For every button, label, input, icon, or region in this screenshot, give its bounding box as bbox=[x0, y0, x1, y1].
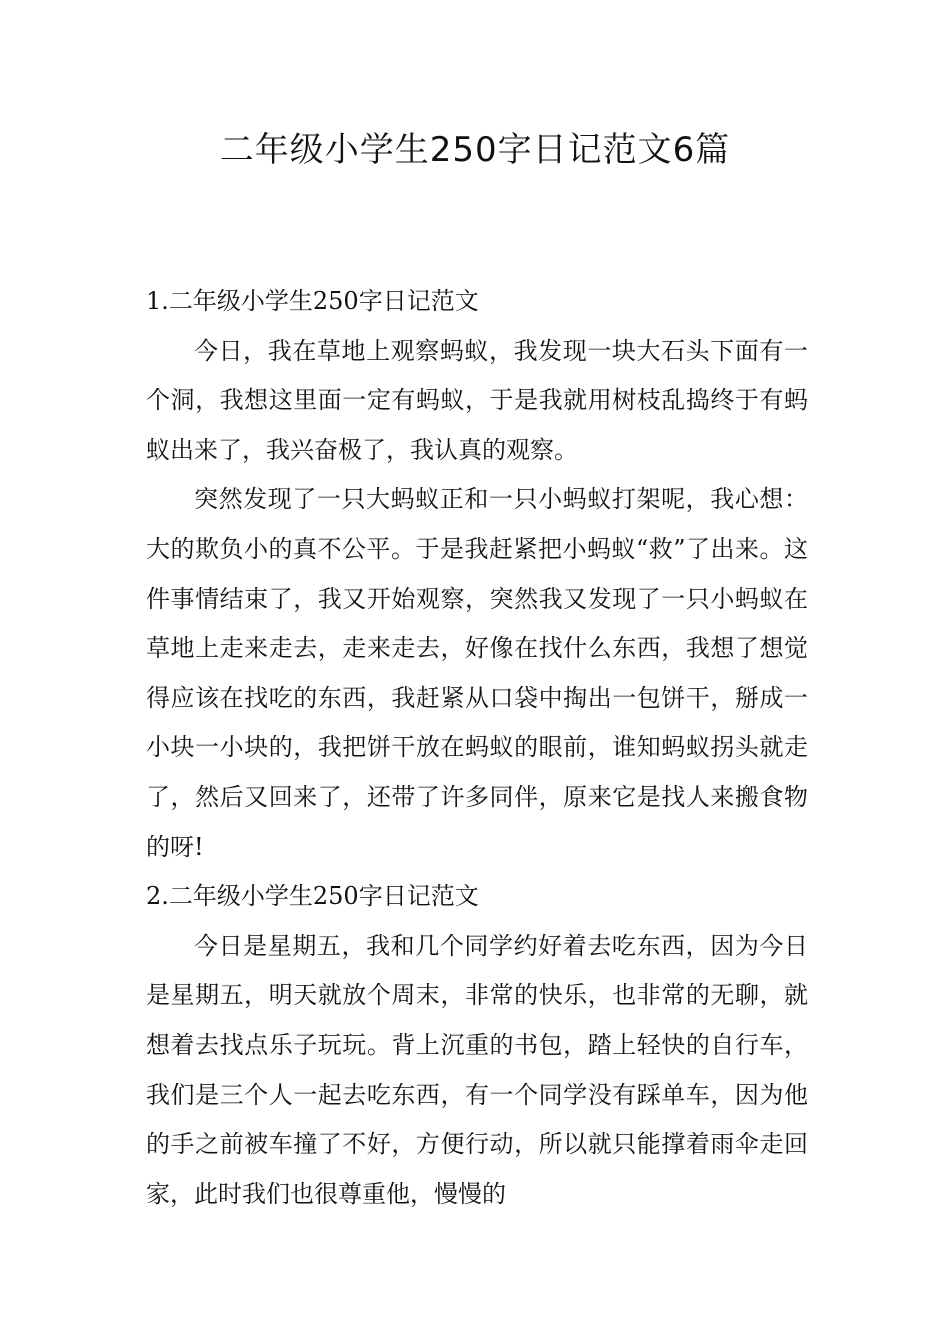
section-heading: 1.二年级小学生250字日记范文 bbox=[146, 287, 479, 315]
document-title: 二年级小学生250字日记范文6篇 bbox=[219, 130, 731, 170]
section-heading: 2.二年级小学生250字日记范文 bbox=[146, 882, 479, 911]
document-body bbox=[146, 277, 808, 1219]
paragraph: 突然发现了一只大蚂蚁正和一只小蚂蚁打架呢，我心想：大的欺负小的真不公平。于是我赶紧把小蚂蚁“救”了出来。这件事情结束了，我又开始观察，突然我又发现了一只小蚂蚁在草地上走来走去，走来走去，好像在找什么东西，我想了想觉得应该在找吃的东西，我赶紧从口袋中掏出一包饼干，掰成一小块一小块的，我把饼干放在蚂蚁的眼前，谁知蚂蚁拐头就走了，然后又回来了，还带了许多同伴，原来它是找人来搬食物的呀! bbox=[146, 485, 808, 861]
paragraph: 今日，我在草地上观察蚂蚁，我发现一块大石头下面有一个洞，我想这里面一定有蚂蚁，于是我就用树枝乱捣终于有蚂蚁出来了，我兴奋极了，我认真的观察。 bbox=[146, 336, 808, 464]
section-1 bbox=[146, 277, 808, 872]
section-2 bbox=[146, 872, 808, 1219]
paragraph: 今日是星期五，我和几个同学约好着去吃东西，因为今日是星期五，明天就放个周末，非常的快乐，也非常的无聊，就想着去找点乐子玩玩。背上沉重的书包，踏上轻快的自行车，我们是三个人一起去吃东西，有一个同学没有踩单车，因为他的手之前被车撞了不好，方便行动，所以就只能撑着雨伞走回家，此时我们也很尊重他，慢慢的 bbox=[146, 931, 808, 1208]
